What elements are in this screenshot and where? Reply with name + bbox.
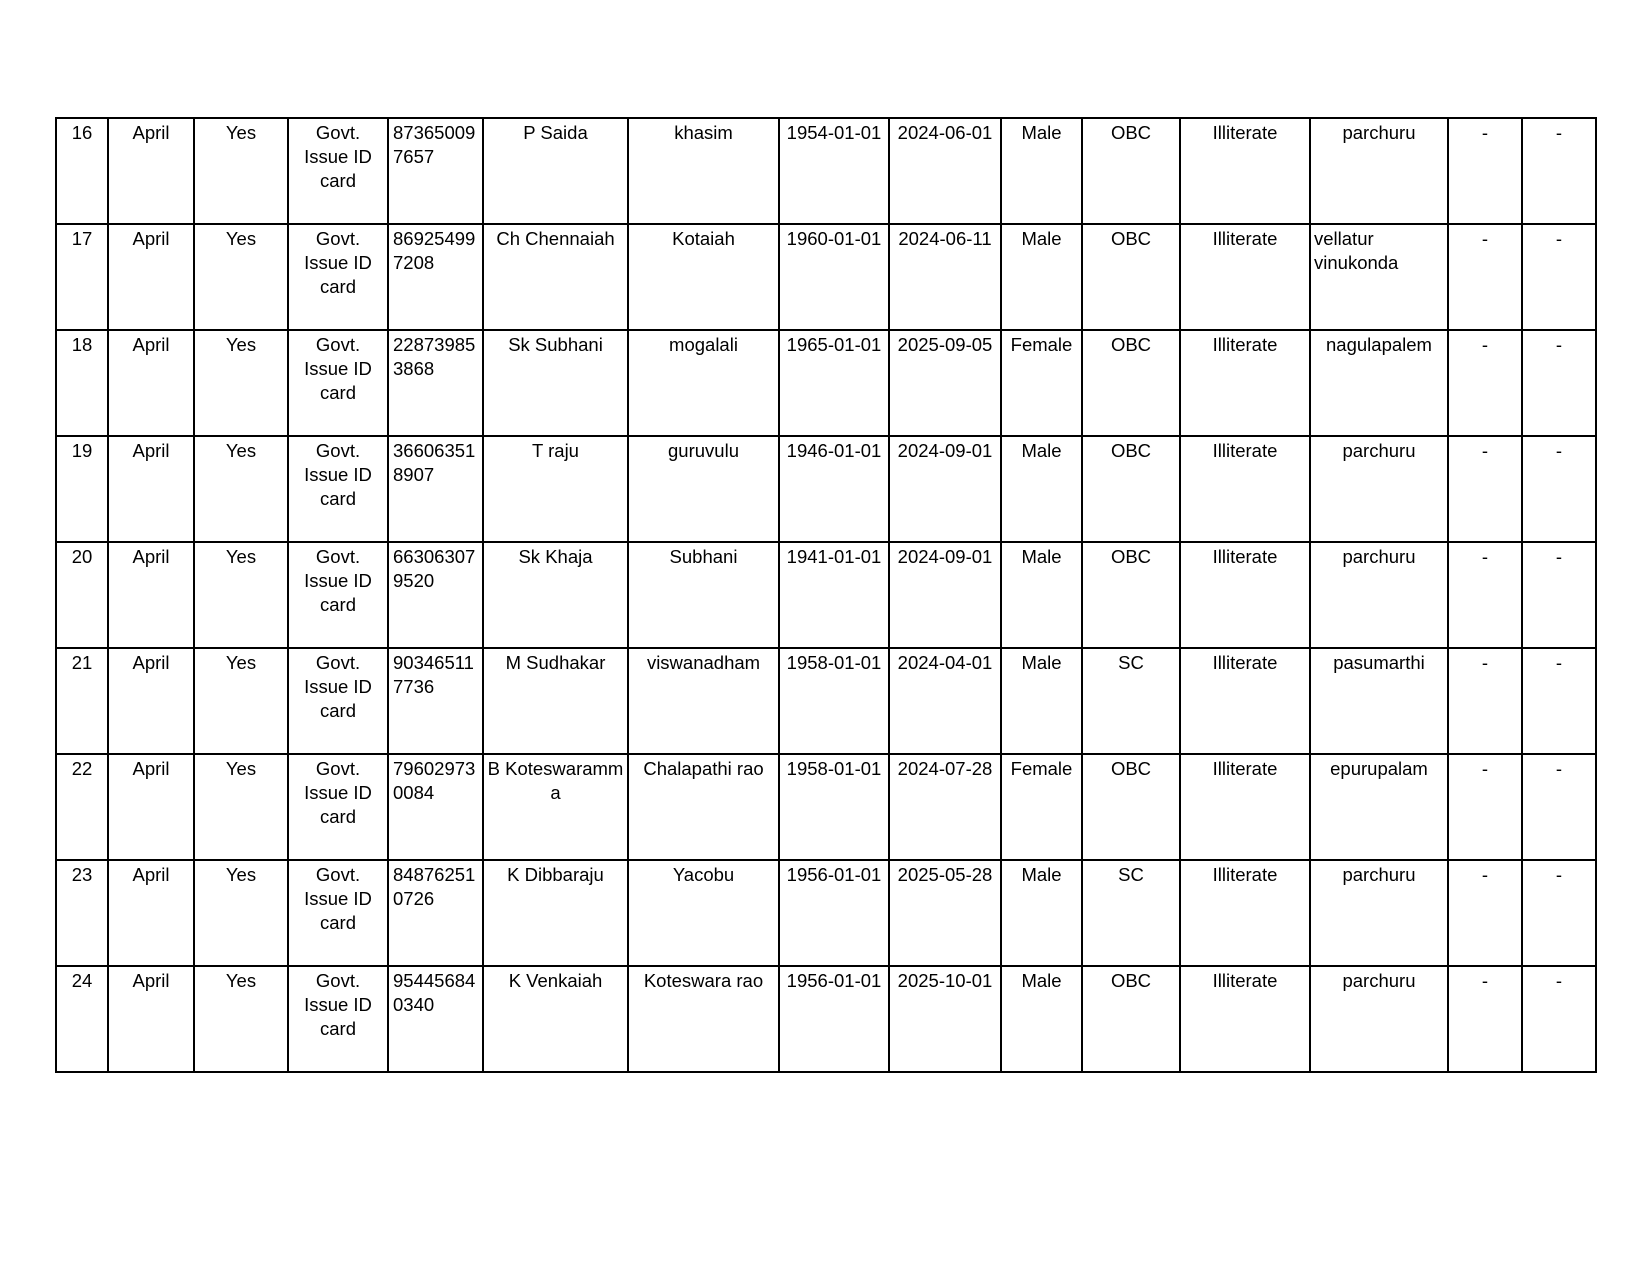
id-type-cell: Govt. Issue ID card bbox=[288, 436, 388, 542]
column-15-cell: - bbox=[1522, 436, 1596, 542]
month-cell: April bbox=[108, 754, 194, 860]
date-cell: 2024-06-01 bbox=[889, 118, 1001, 224]
place-text: nagulapalem bbox=[1326, 334, 1432, 355]
month-cell: April bbox=[108, 224, 194, 330]
id-type-cell: Govt. Issue ID card bbox=[288, 754, 388, 860]
id-number-cell: 903465117736 bbox=[388, 648, 483, 754]
name-cell: T raju bbox=[483, 436, 628, 542]
guardian-name-cell: viswanadham bbox=[628, 648, 779, 754]
table-row bbox=[56, 648, 1596, 754]
date-cell: 2025-09-05 bbox=[889, 330, 1001, 436]
id-type-cell: Govt. Issue ID card bbox=[288, 860, 388, 966]
id-number-cell: 796029730084 bbox=[388, 754, 483, 860]
month-cell: April bbox=[108, 542, 194, 648]
category-cell: OBC bbox=[1082, 330, 1180, 436]
education-cell: Illiterate bbox=[1180, 860, 1310, 966]
table-row bbox=[56, 966, 1596, 1072]
guardian-name-cell: guruvulu bbox=[628, 436, 779, 542]
name-cell: M Sudhakar bbox=[483, 648, 628, 754]
serial-number-cell: 18 bbox=[56, 330, 108, 436]
column-14-cell: - bbox=[1448, 118, 1522, 224]
category-cell: OBC bbox=[1082, 542, 1180, 648]
education-cell: Illiterate bbox=[1180, 754, 1310, 860]
table-row bbox=[56, 224, 1596, 330]
name-cell: Sk Subhani bbox=[483, 330, 628, 436]
place-text: parchuru bbox=[1342, 440, 1416, 461]
column-15-cell: - bbox=[1522, 118, 1596, 224]
serial-number-cell: 16 bbox=[56, 118, 108, 224]
date-cell: 2025-05-28 bbox=[889, 860, 1001, 966]
place-text: pasumarthi bbox=[1333, 652, 1425, 673]
place-cell bbox=[1310, 330, 1448, 436]
flag-cell: Yes bbox=[194, 754, 288, 860]
id-number-cell: 228739853868 bbox=[388, 330, 483, 436]
serial-number-cell: 24 bbox=[56, 966, 108, 1072]
category-cell: OBC bbox=[1082, 118, 1180, 224]
column-15-cell: - bbox=[1522, 754, 1596, 860]
column-15-cell: - bbox=[1522, 224, 1596, 330]
category-cell: OBC bbox=[1082, 224, 1180, 330]
column-14-cell: - bbox=[1448, 436, 1522, 542]
date-of-birth-cell: 1956-01-01 bbox=[779, 966, 889, 1072]
month-cell: April bbox=[108, 118, 194, 224]
education-cell: Illiterate bbox=[1180, 966, 1310, 1072]
table-row bbox=[56, 330, 1596, 436]
gender-cell: Female bbox=[1001, 330, 1082, 436]
place-text: parchuru bbox=[1342, 122, 1416, 143]
id-number-cell: 366063518907 bbox=[388, 436, 483, 542]
name-cell: K Venkaiah bbox=[483, 966, 628, 1072]
place-cell bbox=[1310, 436, 1448, 542]
date-of-birth-cell: 1941-01-01 bbox=[779, 542, 889, 648]
date-cell: 2024-04-01 bbox=[889, 648, 1001, 754]
table-row bbox=[56, 754, 1596, 860]
date-of-birth-cell: 1960-01-01 bbox=[779, 224, 889, 330]
education-cell: Illiterate bbox=[1180, 436, 1310, 542]
month-cell: April bbox=[108, 860, 194, 966]
column-14-cell: - bbox=[1448, 542, 1522, 648]
id-number-cell: 663063079520 bbox=[388, 542, 483, 648]
serial-number-cell: 21 bbox=[56, 648, 108, 754]
column-14-cell: - bbox=[1448, 648, 1522, 754]
date-cell: 2024-09-01 bbox=[889, 436, 1001, 542]
column-14-cell: - bbox=[1448, 224, 1522, 330]
gender-cell: Female bbox=[1001, 754, 1082, 860]
place-cell bbox=[1310, 860, 1448, 966]
date-cell: 2025-10-01 bbox=[889, 966, 1001, 1072]
column-15-cell: - bbox=[1522, 966, 1596, 1072]
education-cell: Illiterate bbox=[1180, 330, 1310, 436]
place-cell bbox=[1310, 542, 1448, 648]
column-15-cell: - bbox=[1522, 648, 1596, 754]
table-row bbox=[56, 860, 1596, 966]
id-number-cell: 848762510726 bbox=[388, 860, 483, 966]
gender-cell: Male bbox=[1001, 118, 1082, 224]
month-cell: April bbox=[108, 330, 194, 436]
gender-cell: Male bbox=[1001, 224, 1082, 330]
name-cell: K Dibbaraju bbox=[483, 860, 628, 966]
place-cell bbox=[1310, 966, 1448, 1072]
category-cell: SC bbox=[1082, 648, 1180, 754]
flag-cell: Yes bbox=[194, 118, 288, 224]
guardian-name-cell: khasim bbox=[628, 118, 779, 224]
place-text: vellatur vinukonda bbox=[1314, 228, 1399, 273]
table-row bbox=[56, 436, 1596, 542]
id-number-cell: 869254997208 bbox=[388, 224, 483, 330]
place-cell bbox=[1310, 754, 1448, 860]
column-14-cell: - bbox=[1448, 754, 1522, 860]
table-row bbox=[56, 542, 1596, 648]
category-cell: OBC bbox=[1082, 966, 1180, 1072]
guardian-name-cell: Kotaiah bbox=[628, 224, 779, 330]
records-table bbox=[55, 117, 1597, 1073]
education-cell: Illiterate bbox=[1180, 648, 1310, 754]
month-cell: April bbox=[108, 966, 194, 1072]
date-of-birth-cell: 1946-01-01 bbox=[779, 436, 889, 542]
serial-number-cell: 20 bbox=[56, 542, 108, 648]
id-type-cell: Govt. Issue ID card bbox=[288, 966, 388, 1072]
place-text: parchuru bbox=[1342, 864, 1416, 885]
category-cell: OBC bbox=[1082, 436, 1180, 542]
id-type-cell: Govt. Issue ID card bbox=[288, 118, 388, 224]
column-14-cell: - bbox=[1448, 330, 1522, 436]
column-15-cell: - bbox=[1522, 330, 1596, 436]
month-cell: April bbox=[108, 436, 194, 542]
id-type-cell: Govt. Issue ID card bbox=[288, 330, 388, 436]
place-text: parchuru bbox=[1342, 970, 1416, 991]
date-of-birth-cell: 1956-01-01 bbox=[779, 860, 889, 966]
guardian-name-cell: Chalapathi rao bbox=[628, 754, 779, 860]
education-cell: Illiterate bbox=[1180, 224, 1310, 330]
guardian-name-cell: Subhani bbox=[628, 542, 779, 648]
date-cell: 2024-07-28 bbox=[889, 754, 1001, 860]
place-text: epurupalam bbox=[1330, 758, 1428, 779]
gender-cell: Male bbox=[1001, 542, 1082, 648]
flag-cell: Yes bbox=[194, 224, 288, 330]
flag-cell: Yes bbox=[194, 330, 288, 436]
flag-cell: Yes bbox=[194, 648, 288, 754]
id-type-cell: Govt. Issue ID card bbox=[288, 224, 388, 330]
column-15-cell: - bbox=[1522, 542, 1596, 648]
gender-cell: Male bbox=[1001, 860, 1082, 966]
place-cell bbox=[1310, 648, 1448, 754]
serial-number-cell: 19 bbox=[56, 436, 108, 542]
place-cell bbox=[1310, 118, 1448, 224]
category-cell: OBC bbox=[1082, 754, 1180, 860]
guardian-name-cell: Koteswara rao bbox=[628, 966, 779, 1072]
flag-cell: Yes bbox=[194, 966, 288, 1072]
serial-number-cell: 17 bbox=[56, 224, 108, 330]
column-14-cell: - bbox=[1448, 860, 1522, 966]
flag-cell: Yes bbox=[194, 542, 288, 648]
name-cell: Ch Chennaiah bbox=[483, 224, 628, 330]
guardian-name-cell: Yacobu bbox=[628, 860, 779, 966]
serial-number-cell: 22 bbox=[56, 754, 108, 860]
education-cell: Illiterate bbox=[1180, 118, 1310, 224]
date-of-birth-cell: 1965-01-01 bbox=[779, 330, 889, 436]
flag-cell: Yes bbox=[194, 436, 288, 542]
date-cell: 2024-09-01 bbox=[889, 542, 1001, 648]
column-14-cell: - bbox=[1448, 966, 1522, 1072]
place-text: parchuru bbox=[1342, 546, 1416, 567]
gender-cell: Male bbox=[1001, 436, 1082, 542]
date-of-birth-cell: 1954-01-01 bbox=[779, 118, 889, 224]
date-of-birth-cell: 1958-01-01 bbox=[779, 754, 889, 860]
month-cell: April bbox=[108, 648, 194, 754]
table-body bbox=[56, 118, 1596, 1072]
id-number-cell: 954456840340 bbox=[388, 966, 483, 1072]
flag-cell: Yes bbox=[194, 860, 288, 966]
name-cell: B Koteswaramma bbox=[483, 754, 628, 860]
date-cell: 2024-06-11 bbox=[889, 224, 1001, 330]
id-type-cell: Govt. Issue ID card bbox=[288, 542, 388, 648]
education-cell: Illiterate bbox=[1180, 542, 1310, 648]
date-of-birth-cell: 1958-01-01 bbox=[779, 648, 889, 754]
guardian-name-cell: mogalali bbox=[628, 330, 779, 436]
id-number-cell: 873650097657 bbox=[388, 118, 483, 224]
place-cell bbox=[1310, 224, 1448, 330]
serial-number-cell: 23 bbox=[56, 860, 108, 966]
name-cell: P Saida bbox=[483, 118, 628, 224]
gender-cell: Male bbox=[1001, 648, 1082, 754]
table-row bbox=[56, 118, 1596, 224]
gender-cell: Male bbox=[1001, 966, 1082, 1072]
column-15-cell: - bbox=[1522, 860, 1596, 966]
category-cell: SC bbox=[1082, 860, 1180, 966]
name-cell: Sk Khaja bbox=[483, 542, 628, 648]
id-type-cell: Govt. Issue ID card bbox=[288, 648, 388, 754]
